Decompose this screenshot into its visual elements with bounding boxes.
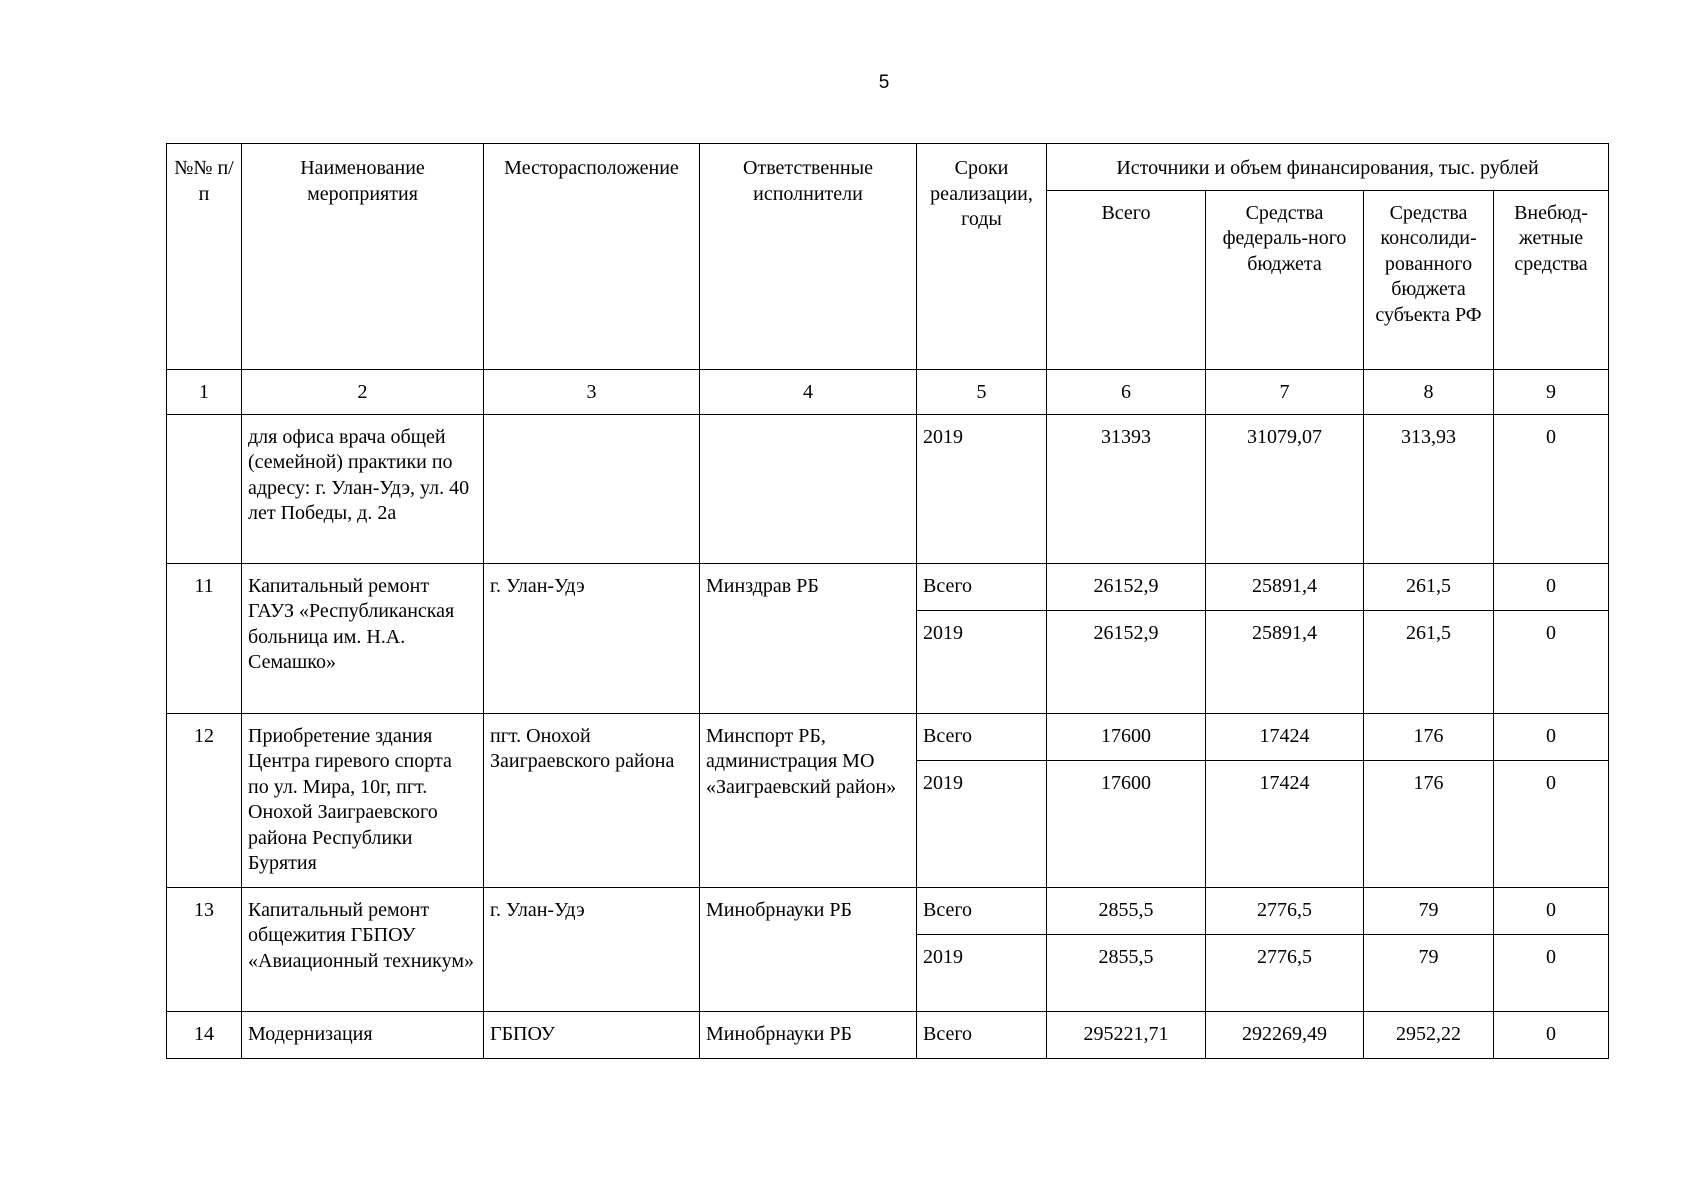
- row-federal: 31079,07: [1206, 414, 1364, 563]
- column-numbers-row: [167, 369, 1609, 414]
- row-name: Капитальный ремонт общежития ГБПОУ «Авиационный техникум»: [242, 887, 484, 1011]
- row-number: 12: [167, 713, 242, 887]
- page-number: 5: [878, 72, 890, 93]
- row-total: 2855,5: [1047, 934, 1206, 1011]
- row-offbudget: 0: [1494, 610, 1609, 713]
- row-regional: 261,5: [1364, 563, 1494, 610]
- header-financing: Источники и объем финансирования, тыс. рублей: [1047, 144, 1609, 191]
- row-offbudget: 0: [1494, 1011, 1609, 1058]
- row-regional: 176: [1364, 713, 1494, 760]
- row-location: г. Улан-Удэ: [484, 563, 700, 713]
- row-responsible: [700, 414, 917, 563]
- row-responsible: Минспорт РБ, администрация МО «Заиграевский район»: [700, 713, 917, 887]
- column-number: 9: [1494, 369, 1609, 414]
- row-location: пгт. Онохой Заиграевского района: [484, 713, 700, 887]
- row-term: 2019: [917, 610, 1047, 713]
- row-total: 26152,9: [1047, 563, 1206, 610]
- row-total: 31393: [1047, 414, 1206, 563]
- table-row: [167, 414, 1609, 563]
- row-term: Всего: [917, 1011, 1047, 1058]
- row-total: 26152,9: [1047, 610, 1206, 713]
- row-term: 2019: [917, 760, 1047, 887]
- row-number: [167, 414, 242, 563]
- column-number: 1: [167, 369, 242, 414]
- row-federal: 25891,4: [1206, 563, 1364, 610]
- table-row: [167, 563, 1609, 610]
- row-responsible: Минобрнауки РБ: [700, 887, 917, 1011]
- row-name: Приобретение здания Центра гиревого спорта по ул. Мира, 10г, пгт. Онохой Заиграевского района Республики Бурятия: [242, 713, 484, 887]
- row-offbudget: 0: [1494, 934, 1609, 1011]
- column-number: 7: [1206, 369, 1364, 414]
- header-total: Всего: [1047, 190, 1206, 369]
- row-offbudget: 0: [1494, 414, 1609, 563]
- column-number: 3: [484, 369, 700, 414]
- row-term: Всего: [917, 713, 1047, 760]
- header-name: Наименование мероприятия: [242, 144, 484, 370]
- row-responsible: Минздрав РБ: [700, 563, 917, 713]
- row-number: 13: [167, 887, 242, 1011]
- row-offbudget: 0: [1494, 760, 1609, 887]
- row-total: 17600: [1047, 760, 1206, 887]
- row-responsible: Минобрнауки РБ: [700, 1011, 917, 1058]
- row-term: 2019: [917, 414, 1047, 563]
- header-num: №№ п/п: [167, 144, 242, 370]
- row-federal: 17424: [1206, 713, 1364, 760]
- row-term: 2019: [917, 934, 1047, 1011]
- row-federal: 17424: [1206, 760, 1364, 887]
- header-offbudget: Внебюд-жетные средства: [1494, 190, 1609, 369]
- table-row: [167, 887, 1609, 934]
- row-number: 14: [167, 1011, 242, 1058]
- column-number: 5: [917, 369, 1047, 414]
- row-regional: 79: [1364, 934, 1494, 1011]
- row-location: ГБПОУ: [484, 1011, 700, 1058]
- row-regional: 79: [1364, 887, 1494, 934]
- row-federal: 2776,5: [1206, 887, 1364, 934]
- header-responsible: Ответственные исполнители: [700, 144, 917, 370]
- row-term: Всего: [917, 887, 1047, 934]
- row-offbudget: 0: [1494, 887, 1609, 934]
- row-regional: 261,5: [1364, 610, 1494, 713]
- table-row: [167, 713, 1609, 760]
- row-regional: 176: [1364, 760, 1494, 887]
- table-row: [167, 1011, 1609, 1058]
- financing-table: [166, 143, 1609, 1059]
- row-regional: 2952,22: [1364, 1011, 1494, 1058]
- row-federal: 292269,49: [1206, 1011, 1364, 1058]
- row-federal: 25891,4: [1206, 610, 1364, 713]
- row-number: 11: [167, 563, 242, 713]
- row-name: для офиса врача общей (семейной) практики по адресу: г. Улан-Удэ, ул. 40 лет Победы, д. 2а: [242, 414, 484, 563]
- header-terms: Сроки реализации, годы: [917, 144, 1047, 370]
- header-regional: Средства консолиди-рованного бюджета субъекта РФ: [1364, 190, 1494, 369]
- row-name: Капитальный ремонт ГАУЗ «Республиканская больница им. Н.А. Семашко»: [242, 563, 484, 713]
- row-term: Всего: [917, 563, 1047, 610]
- column-number: 2: [242, 369, 484, 414]
- row-offbudget: 0: [1494, 563, 1609, 610]
- column-number: 8: [1364, 369, 1494, 414]
- header-location: Месторасположение: [484, 144, 700, 370]
- row-location: [484, 414, 700, 563]
- row-total: 295221,71: [1047, 1011, 1206, 1058]
- row-total: 2855,5: [1047, 887, 1206, 934]
- row-regional: 313,93: [1364, 414, 1494, 563]
- row-federal: 2776,5: [1206, 934, 1364, 1011]
- row-location: г. Улан-Удэ: [484, 887, 700, 1011]
- header-federal: Средства федераль-ного бюджета: [1206, 190, 1364, 369]
- row-name: Модернизация: [242, 1011, 484, 1058]
- column-number: 6: [1047, 369, 1206, 414]
- row-total: 17600: [1047, 713, 1206, 760]
- column-number: 4: [700, 369, 917, 414]
- row-offbudget: 0: [1494, 713, 1609, 760]
